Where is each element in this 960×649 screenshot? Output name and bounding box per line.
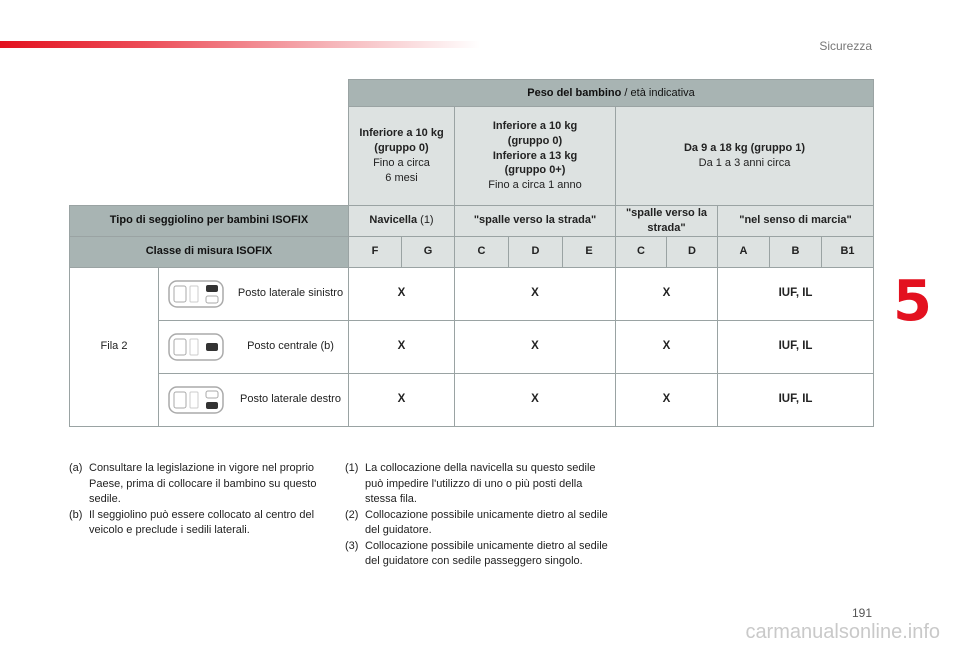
size-class-cell: E [563,236,616,267]
group-line: Fino a circa [373,157,430,169]
footnote-text: Collocazione possibile unicamente dietro al sedile del guidatore con sedile passeggero singolo. [365,539,608,567]
cell-rear-facing-2: X [616,267,718,320]
header-accent-bar [0,41,480,48]
car-seat-center-icon [159,333,233,361]
cell-rear-facing-2: X [616,373,718,426]
cell-rear-facing-1: X [455,267,616,320]
size-class-cell: B [770,236,822,267]
size-class-cell: A [718,236,770,267]
type-rear-facing-1: "spalle verso la strada" [455,206,616,237]
cell-forward-facing: IUF, IL [718,320,874,373]
footnote-key: (2) [345,508,359,521]
group-line: Da 9 a 18 kg (gruppo 1) [683,142,806,155]
group-line: Inferiore a 13 kg [492,149,578,162]
seat-type-label: Tipo di seggiolino per bambini ISOFIX [70,206,349,237]
page-number: 191 [851,606,872,620]
section-title: Sicurezza [819,39,872,53]
cell-rear-facing-1: X [455,373,616,426]
footnote [345,539,610,570]
footnote-text: Collocazione possibile unicamente dietro al sedile del guidatore. [365,508,608,536]
size-class-cell: C [616,236,667,267]
cell-forward-facing: IUF, IL [718,267,874,320]
footnote-text: Il seggiolino può essere collocato al centro del veicolo e preclude i sedili laterali. [89,508,315,536]
seat-label: Posto laterale destro [240,393,341,406]
footnote-key: (b) [69,508,83,521]
type-navicella-note: (1) [417,214,434,227]
footnote-text: La collocazione della navicella su questo sedile può impedire l'utilizzo di uno o più posti della stessa fila. [365,462,596,505]
row-label-fila-2: Fila 2 [70,267,159,426]
footnote-key: (a) [69,462,83,474]
seat-label: Posto laterale sinistro [237,287,344,300]
car-seat-left-icon [159,280,233,308]
size-class-cell: G [402,236,455,267]
size-class-cell: D [509,236,563,267]
cell-navicella: X [349,320,455,373]
footnote [69,461,331,508]
weight-header-rest: / età indicativa [621,86,695,99]
cell-rear-facing-1: X [455,320,616,373]
isofix-table [69,79,874,427]
footnote [345,461,610,508]
group-line: (gruppo 0) [374,142,429,155]
watermark: carmanualsonline.info [745,621,940,643]
size-class-cell: D [667,236,718,267]
car-seat-right-icon [159,386,233,414]
chapter-number: 5 [893,269,932,334]
cell-navicella: X [349,267,455,320]
type-navicella-label: Navicella [369,214,418,227]
weight-header-bold: Peso del bambino [527,86,622,99]
group-0-header [349,107,455,206]
cell-forward-facing: IUF, IL [718,373,874,426]
size-class-cell: F [349,236,402,267]
cell-rear-facing-2: X [616,320,718,373]
type-navicella [349,206,455,237]
group-line: (gruppo 0) [507,134,563,147]
group-1-header [616,107,874,206]
size-class-label: Classe di misura ISOFIX [70,236,349,267]
notes-right [345,461,610,570]
cell-navicella: X [349,373,455,426]
size-class-cell: B1 [822,236,874,267]
footnote [345,508,610,539]
seat-cell [159,267,349,320]
footnote-text: Consultare la legislazione in vigore nel proprio Paese, prima di collocare il bambino su questo sedile. [89,462,317,505]
footnote [69,508,331,539]
seat-cell [159,320,349,373]
type-forward-facing: "nel senso di marcia" [718,206,874,237]
seat-cell [159,373,349,426]
notes-left [69,461,331,539]
group-0plus-header [455,107,616,206]
group-line: Inferiore a 10 kg [492,119,578,132]
weight-header [349,80,874,107]
type-rear-facing-2: "spalle verso la strada" [616,206,718,237]
footnote-key: (1) [345,462,359,474]
group-line: Inferiore a 10 kg [359,127,444,140]
group-line: 6 mesi [385,171,418,184]
group-line: (gruppo 0+) [504,164,566,177]
size-class-cell: C [455,236,509,267]
seat-label: Posto centrale (b) [247,340,334,353]
group-line: Fino a circa 1 anno [488,179,582,192]
footnote-key: (3) [345,539,359,552]
group-line: Da 1 a 3 anni circa [698,157,791,169]
